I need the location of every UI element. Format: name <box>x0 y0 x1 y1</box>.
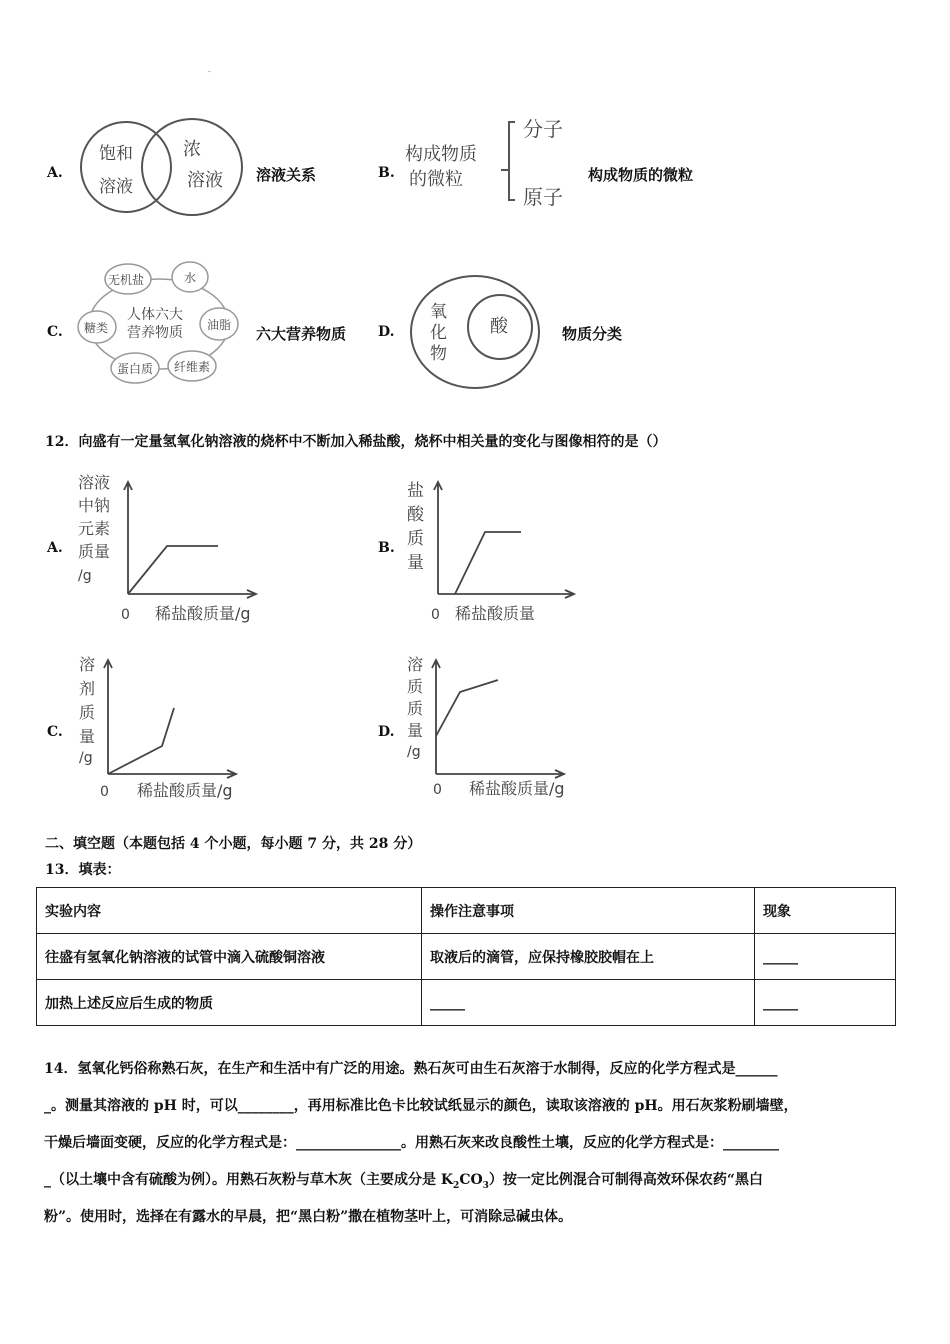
q14-subscript-2: 2 <box>453 1180 460 1191</box>
table-cell-blank[interactable]: _____ <box>755 934 896 980</box>
q13-table <box>36 887 896 1026</box>
particle-branch-diagram <box>405 112 585 212</box>
graph-a-ylabel-5: /g <box>78 568 92 584</box>
nutrient-item-protein: 蛋白质 <box>117 362 154 376</box>
graph-c-xlabel: 稀盐酸质量/g <box>137 781 233 800</box>
nutrient-item-fiber: 纤维素 <box>174 360 211 374</box>
option-c-caption: 六大营养物质 <box>256 325 347 343</box>
graph-d-letter: D. <box>378 724 395 740</box>
graph-b-ylabel-2: 酸 <box>407 505 424 525</box>
table-row <box>37 934 896 980</box>
option-a-letter: A. <box>47 165 63 181</box>
class-outer-char-2: 化 <box>430 323 447 343</box>
graph-b-xlabel: 稀盐酸质量 <box>455 604 536 623</box>
venn-left-label-1: 饱和 <box>99 144 133 164</box>
option-b-caption: 构成物质的微粒 <box>588 166 694 184</box>
q14-line-5: 粉”。使用时，选择在有露水的早晨，把“黑白粉”撒在植物茎叶上，可消除忌碱虫体。 <box>44 1209 573 1225</box>
graph-b-ylabel-4: 量 <box>407 553 424 573</box>
graph-d-ylabel-4: 量 <box>407 721 424 740</box>
branch-item-2: 原子 <box>523 185 563 209</box>
q12-stem: 12．向盛有一定量氢氧化钠溶液的烧杯中不断加入稀盐酸，烧杯中相关量的变化与图像相符的是（） <box>45 434 667 450</box>
table-header-cell: 实验内容 <box>37 888 422 934</box>
q13-title: 13．填表： <box>45 862 121 878</box>
nutrient-center-2: 营养物质 <box>127 325 183 341</box>
q14-line-2: _。测量其溶液的 pH 时，可以________，再用标准比色卡比较试纸显示的颜色，读取该溶液的 pH。用石灰浆粉刷墙壁， <box>44 1098 798 1114</box>
graph-d-ylabel-1: 溶 <box>407 655 424 674</box>
graph-a <box>75 470 265 630</box>
q14-line-4-c: ）按一定比例混合可制得高效环保农药“黑白 <box>488 1172 763 1188</box>
graph-d-origin: 0 <box>433 782 442 798</box>
graph-c-ylabel-3: 质 <box>79 703 96 722</box>
nutrient-center-1: 人体六大 <box>127 307 183 323</box>
venn-left-label-2: 溶液 <box>99 177 133 197</box>
venn-right-label-2: 溶液 <box>187 170 223 191</box>
graph-c-curve <box>108 708 174 774</box>
graph-d-curve <box>436 680 498 736</box>
venn-solution-diagram <box>75 112 245 216</box>
option-c-letter: C. <box>47 324 63 340</box>
q14-line-4-b: CO <box>459 1172 483 1188</box>
option-d-caption: 物质分类 <box>562 325 623 343</box>
graph-d-xlabel: 稀盐酸质量/g <box>469 779 565 798</box>
graph-d-ylabel-5: /g <box>407 744 421 760</box>
graph-c-ylabel-1: 溶 <box>79 655 96 674</box>
graph-b-origin: 0 <box>431 607 440 623</box>
table-header-cell: 操作注意事项 <box>422 888 755 934</box>
graph-d-ylabel-2: 质 <box>407 677 424 696</box>
nutrients-ring-diagram <box>72 254 247 389</box>
table-cell-blank[interactable]: _____ <box>422 980 755 1026</box>
graph-a-ylabel-2: 中钠 <box>78 496 111 515</box>
graph-a-xlabel: 稀盐酸质量/g <box>155 604 251 623</box>
table-header-cell: 现象 <box>755 888 896 934</box>
branch-root-2: 的微粒 <box>409 169 463 190</box>
graph-a-ylabel-4: 质量 <box>78 542 111 561</box>
table-row <box>37 980 896 1026</box>
graph-c-ylabel-4: 量 <box>79 727 96 746</box>
graph-a-ylabel-3: 元素 <box>78 519 111 538</box>
graph-c <box>75 650 265 810</box>
branch-root-1: 构成物质 <box>405 144 477 165</box>
class-outer-char-1: 氧 <box>430 302 447 322</box>
graph-a-origin: 0 <box>121 607 130 623</box>
graph-c-ylabel-2: 剂 <box>79 679 96 698</box>
table-cell: 加热上述反应后生成的物质 <box>37 980 422 1026</box>
graph-b-curve <box>455 532 521 594</box>
graph-a-ylabel-1: 溶液 <box>78 473 111 492</box>
branch-item-1: 分子 <box>523 117 563 141</box>
q14-line-4-a: _（以土壤中含有硫酸为例）。用熟石灰粉与草木灰（主要成分是 K <box>44 1172 454 1188</box>
table-cell: 取液后的滴管，应保持橡胶胶帽在上 <box>422 934 755 980</box>
table-header-row <box>37 888 896 934</box>
graph-b <box>403 470 593 630</box>
nutrient-item-sugar: 糖类 <box>84 321 109 335</box>
graph-b-ylabel-3: 质 <box>407 529 424 549</box>
q14-line-3: 干燥后墙面变硬，反应的化学方程式是：_______________。用熟石灰来改良酸性土壤，反应的化学方程式是：________ <box>44 1135 779 1151</box>
nutrient-item-inorganic-salt: 无机盐 <box>108 273 145 287</box>
graph-a-curve <box>128 546 218 594</box>
graph-c-letter: C. <box>47 724 63 740</box>
class-outer-char-3: 物 <box>430 344 447 364</box>
class-outer-label: 氧化物 <box>208 72 211 73</box>
venn-right-label-1: 浓 <box>183 139 201 160</box>
option-a-caption: 溶液关系 <box>256 166 317 184</box>
q14-subscript-3: 3 <box>482 1180 489 1191</box>
graph-b-ylabel-1: 盐 <box>407 481 424 501</box>
table-cell: 往盛有氢氧化钠溶液的试管中滴入硫酸铜溶液 <box>37 934 422 980</box>
graph-d <box>403 650 593 810</box>
q14-line-1: 14．氢氧化钙俗称熟石灰，在生产和生活中有广泛的用途。熟石灰可由生石灰溶于水制得，反应的化学方程式是______ <box>44 1061 778 1077</box>
graph-b-letter: B. <box>378 540 395 556</box>
graph-d-ylabel-3: 质 <box>407 699 424 718</box>
nutrient-item-fat: 油脂 <box>207 318 232 332</box>
section-2-title: 二、填空题（本题包括 4 个小题，每小题 7 分，共 28 分） <box>45 836 422 852</box>
nutrient-item-water: 水 <box>184 271 197 285</box>
graph-c-ylabel-5: /g <box>79 750 93 766</box>
class-inner-label: 酸 <box>490 316 508 337</box>
table-cell-blank[interactable]: _____ <box>755 980 896 1026</box>
graph-a-letter: A. <box>47 540 63 556</box>
option-b-letter: B. <box>378 165 395 181</box>
option-d-letter: D. <box>378 324 395 340</box>
graph-c-origin: 0 <box>100 784 109 800</box>
